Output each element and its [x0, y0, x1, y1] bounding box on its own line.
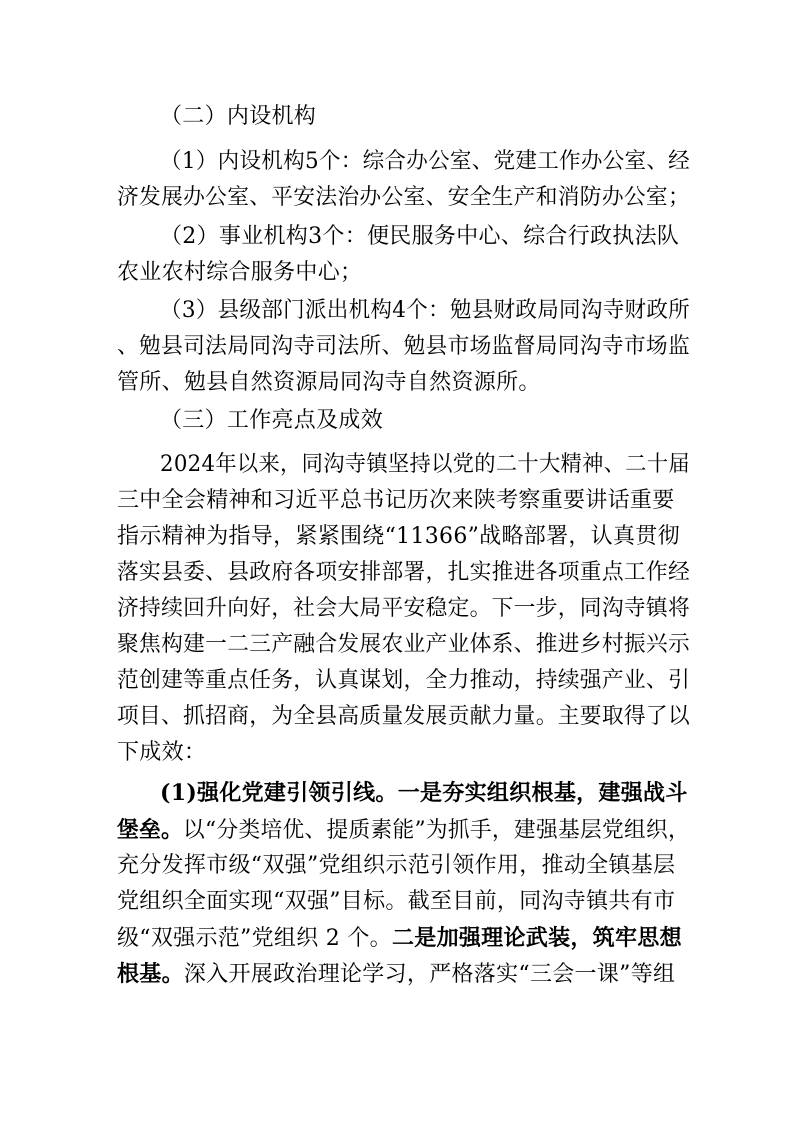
paragraph-line [117, 817, 690, 844]
paragraph-line: 济发展办公室、平安法治办公室、安全生产和消防办公室； [117, 185, 690, 210]
paragraph-line: 下成效： [117, 740, 207, 765]
bold-phrase: 二是加强理论武装，筑牢思想 [391, 925, 682, 951]
section-heading-highlights: （三）工作亮点及成效 [160, 408, 384, 433]
paragraph-line: （2）事业机构3个：便民服务中心、综合行政执法队 [160, 224, 680, 249]
paragraph-line: 济持续回升向好，社会大局平安稳定。下一步，同沟寺镇将 [117, 596, 690, 621]
paragraph-line [117, 961, 675, 988]
paragraph-line [117, 925, 682, 952]
bold-phrase: 根基。 [117, 961, 184, 987]
section-heading-internal-institutions: （二）内设机构 [160, 104, 317, 129]
paragraph-line: 三中全会精神和习近平总书记历次来陕考察重要讲话重要 [117, 488, 675, 513]
paragraph-line: 2024年以来，同沟寺镇坚持以党的二十大精神、二十届 [160, 452, 690, 477]
paragraph-line: 充分发挥市级“双强”党组织示范引领作用，推动全镇基层 [117, 853, 676, 878]
paragraph-line: 管所、勉县自然资源局同沟寺自然资源所。 [117, 370, 541, 395]
paragraph-line: 范创建等重点任务，认真谋划，全力推动，持续强产业、引 [117, 668, 690, 693]
paragraph-line: （1）内设机构5个：综合办公室、党建工作办公室、经 [160, 149, 690, 174]
text-run: 以“分类培优、提质素能”为抓手，建强基层党组织， [183, 818, 690, 843]
paragraph-line: 党组织全面实现“双强”目标。截至目前，同沟寺镇共有市 [117, 889, 676, 914]
paragraph-line: 项目、抓招商，为全县高质量发展贡献力量。主要取得了以 [117, 704, 690, 729]
text-run: 深入开展政治理论学习，严格落实“三会一课”等组 [183, 962, 676, 987]
paragraph-line: 指示精神为指导，紧紧围绕“11366”战略部署，认真贯彻 [117, 524, 680, 549]
paragraph-line: 农业农村综合服务中心； [117, 260, 363, 285]
bold-phrase: 堡垒。 [117, 817, 184, 843]
paragraph-line: （3）县级部门派出机构4个：勉县财政局同沟寺财政所 [160, 298, 690, 323]
paragraph-line-bold: (1)强化党建引领引线。一是夯实组织根基，建强战斗 [160, 780, 688, 806]
paragraph-line: 落实县委、县政府各项安排部署，扎实推进各项重点工作经 [117, 560, 690, 585]
text-run: 级“双强示范”党组织 2 个。 [117, 926, 392, 951]
paragraph-line: 、勉县司法局同沟寺司法所、勉县市场监督局同沟寺市场监 [117, 334, 690, 359]
paragraph-line: 聚焦构建一二三产融合发展农业产业体系、推进乡村振兴示 [117, 632, 690, 657]
